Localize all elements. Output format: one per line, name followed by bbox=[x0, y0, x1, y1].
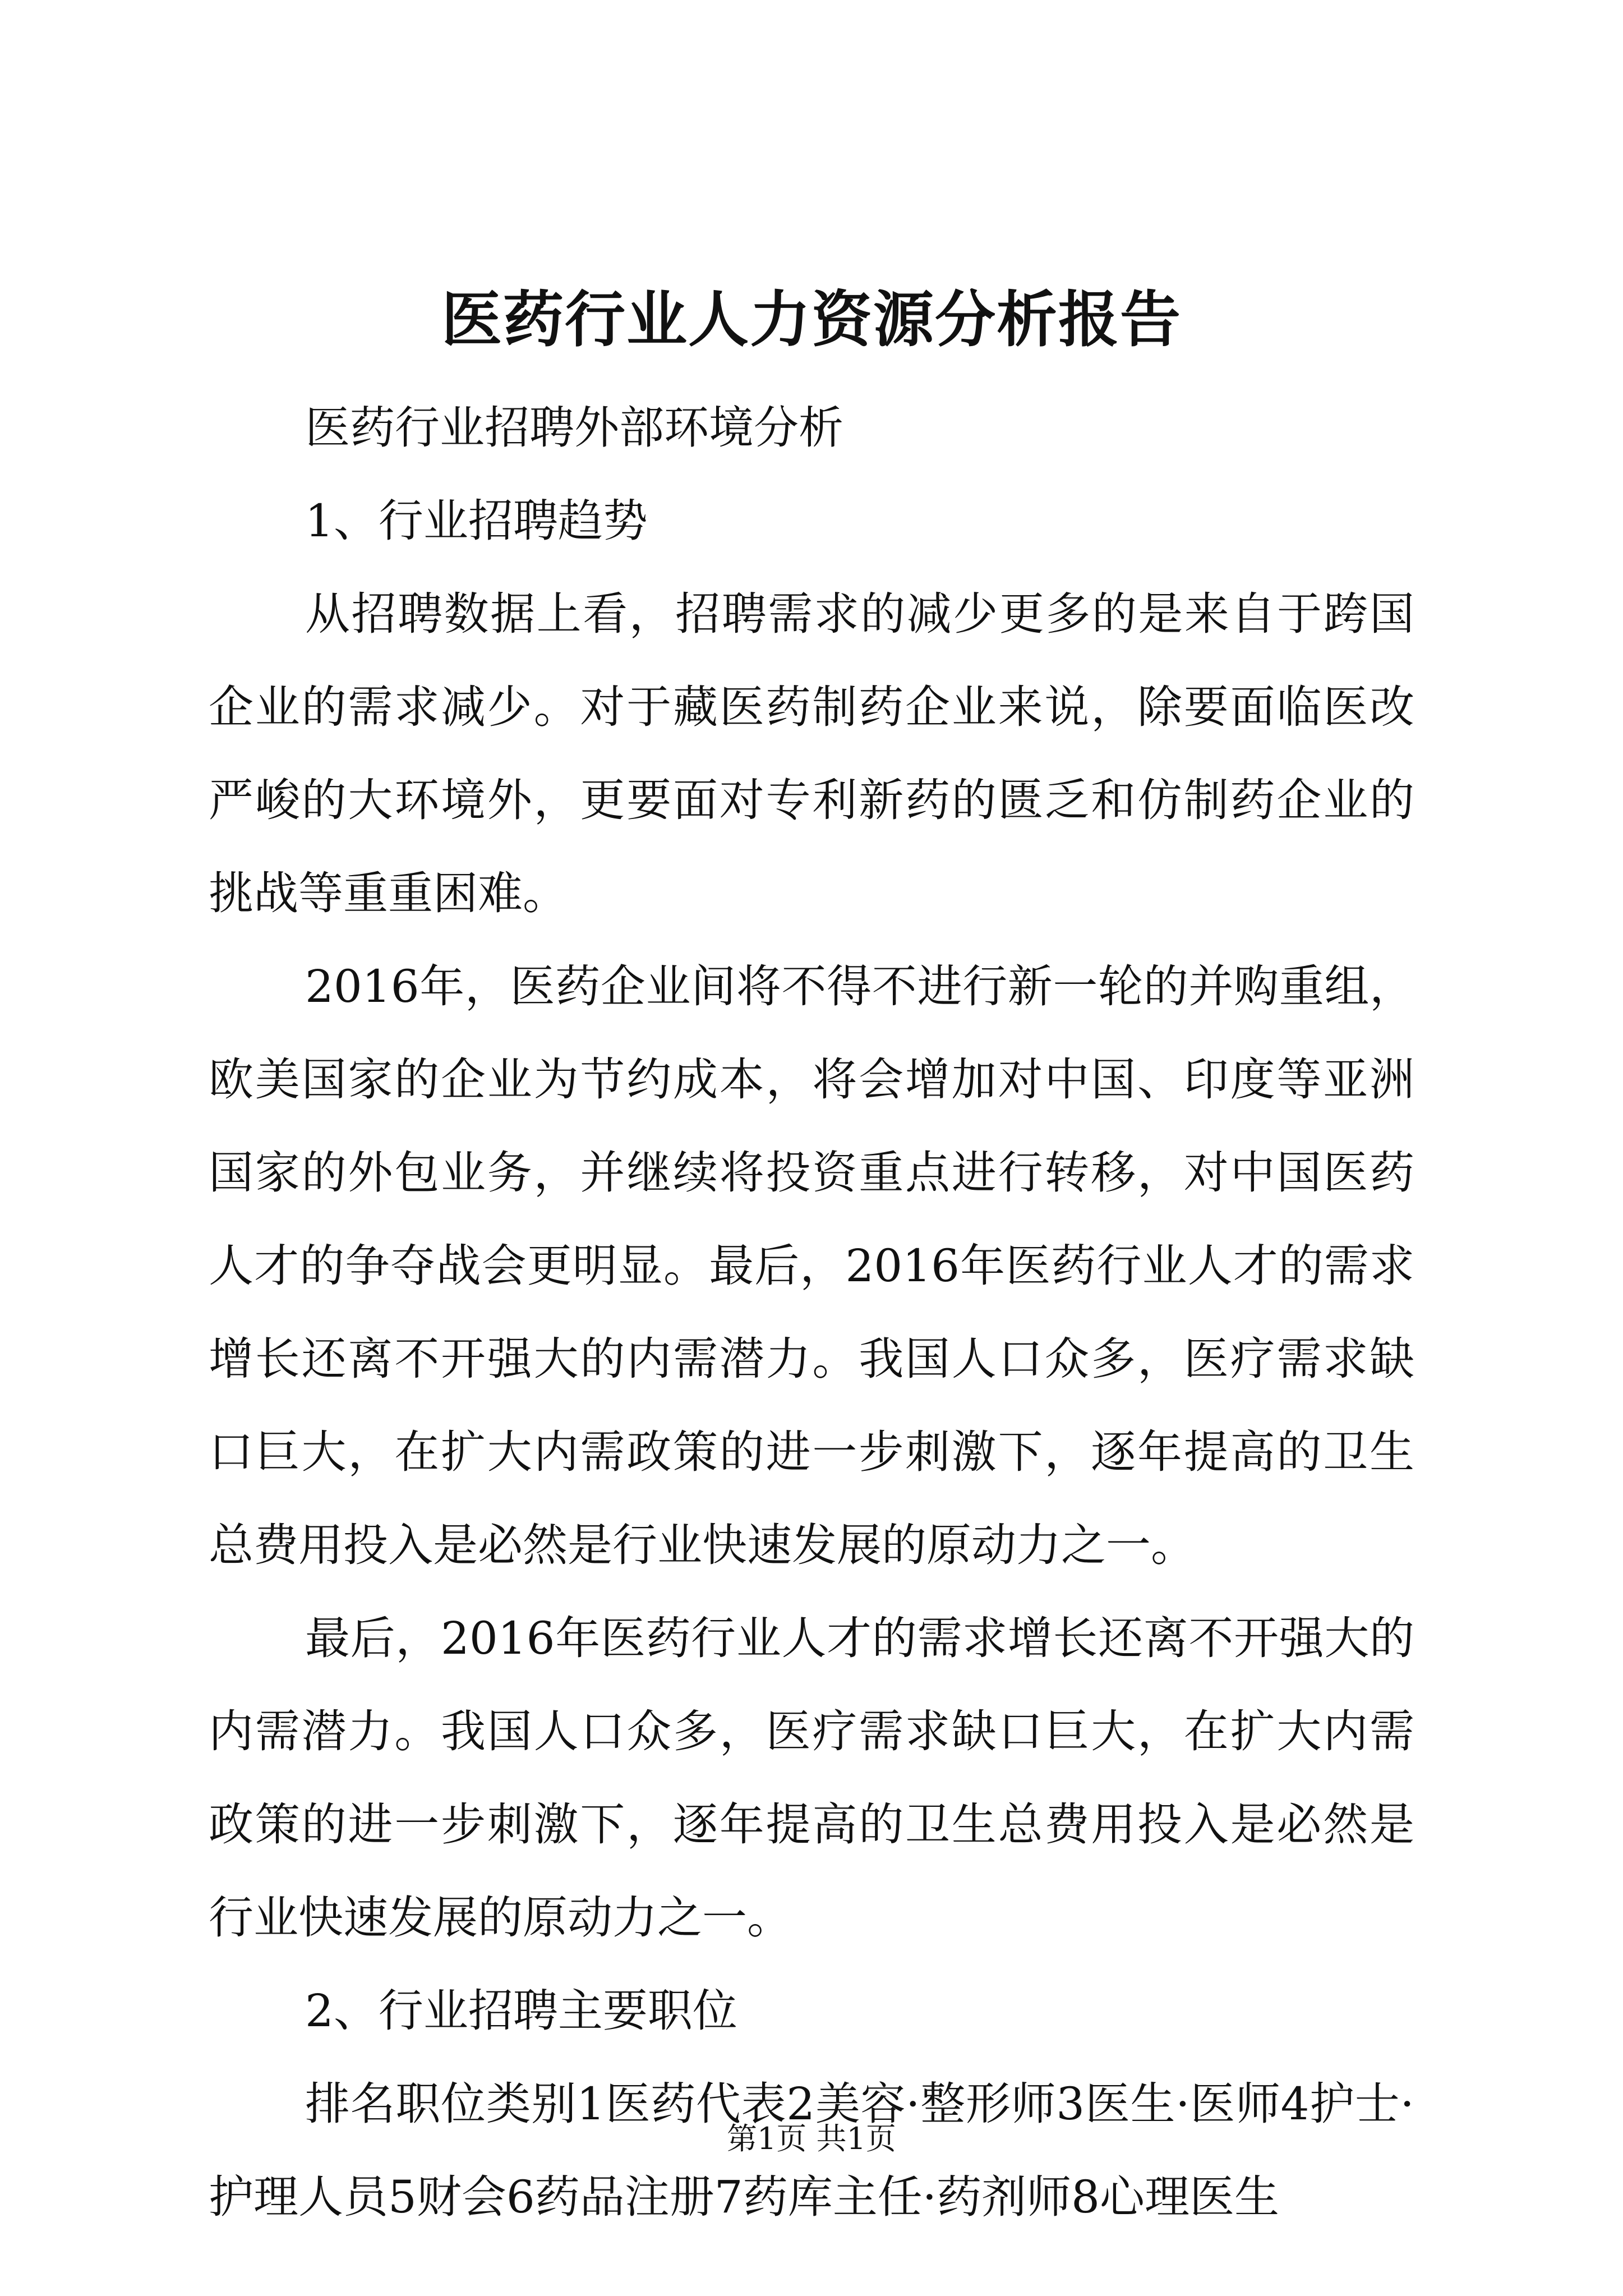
paragraph: 从招聘数据上看，招聘需求的减少更多的是来自于跨国企业的需求减少。对于藏医药制药企业来说，除要面临医改严峻的大环境外，更要面对专利新药的匮乏和仿制药企业的挑战等重重困难。 bbox=[209, 588, 1414, 919]
section-heading: 医药行业招聘外部环境分析 bbox=[305, 402, 843, 454]
subsection-heading: 1、行业招聘趋势 bbox=[305, 495, 648, 547]
document-body bbox=[209, 381, 1414, 2244]
paragraph: 排名职位类别1医药代表2美容·整形师3医生·医师4护士·护理人员5财会6药品注册7药库主任·药剂师8心理医生 bbox=[209, 2078, 1414, 2223]
page-footer: 第1页 共1页 bbox=[727, 2121, 896, 2156]
document-title: 医药行业人力资源分析报告 bbox=[441, 284, 1182, 355]
paragraph: 2016年，医药企业间将不得不进行新一轮的并购重组，欧美国家的企业为节约成本，将会增加对中国、印度等亚洲国家的外包业务，并继续将投资重点进行转移，对中国医药人才的争夺战会更明显。最后，2016年医药行业人才的需求增长还离不开强大的内需潜力。我国人口众多，医疗需求缺口巨大，在扩大内需政策的进一步刺激下，逐年提高的卫生总费用投入是必然是行业快速发展的原动力之一。 bbox=[209, 960, 1414, 1571]
paragraph: 最后，2016年医药行业人才的需求增长还离不开强大的内需潜力。我国人口众多，医疗需求缺口巨大，在扩大内需政策的进一步刺激下，逐年提高的卫生总费用投入是必然是行业快速发展的原动力之一。 bbox=[209, 1612, 1414, 1944]
subsection-heading: 2、行业招聘主要职位 bbox=[305, 1985, 737, 2037]
